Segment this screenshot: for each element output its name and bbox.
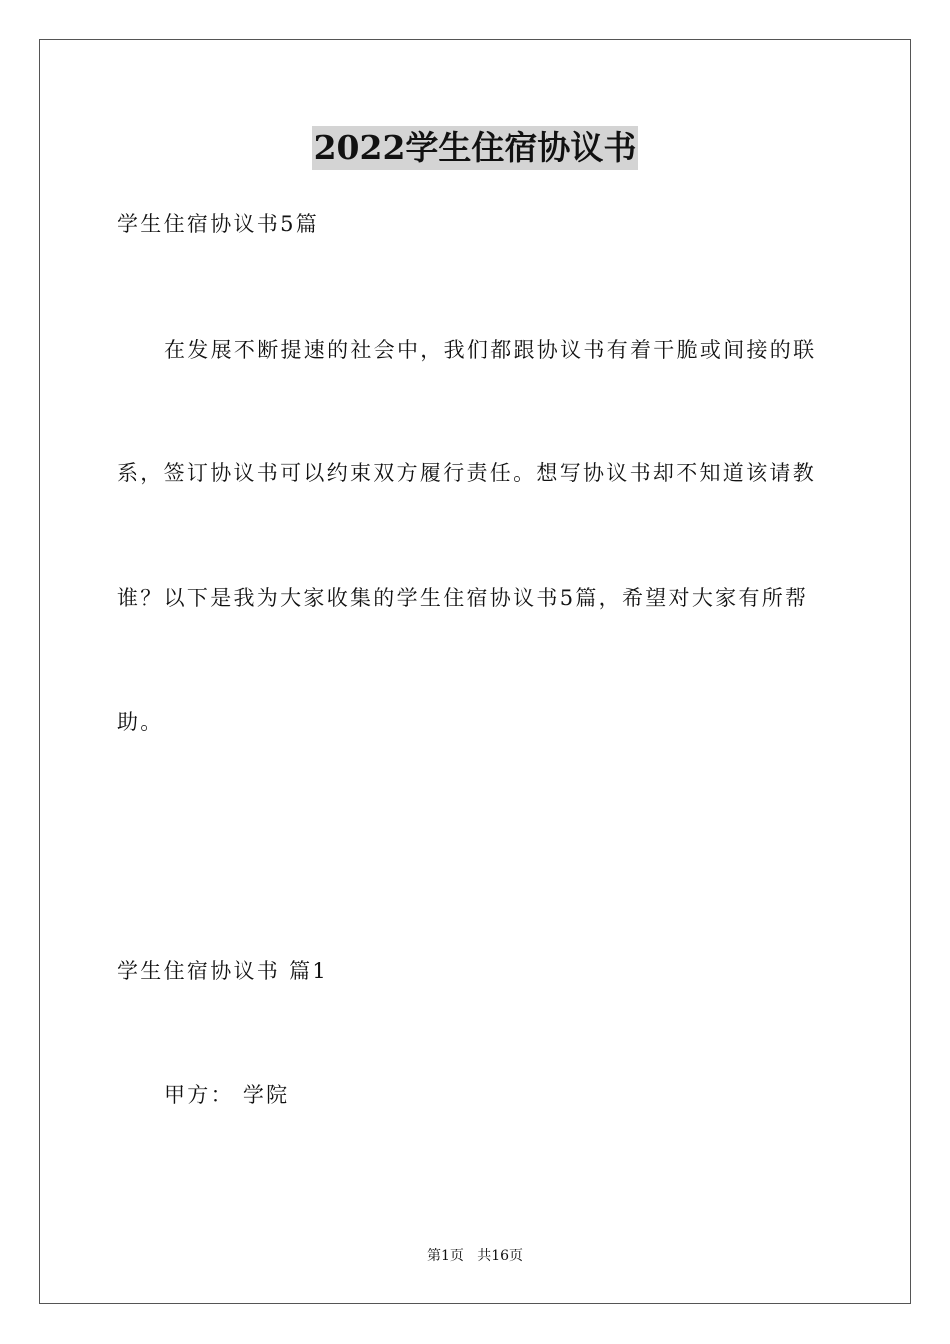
party-a-line: 甲方： 学院	[164, 1083, 290, 1107]
page-footer: 第1页 共16页	[426, 1248, 524, 1264]
section-heading: 学生住宿协议书 篇1	[117, 959, 329, 983]
document-subtitle: 学生住宿协议书5篇	[117, 212, 320, 236]
intro-line-4: 助。	[117, 710, 164, 734]
intro-line-1: 在发展不断提速的社会中，我们都跟协议书有着干脆或间接的联	[164, 338, 817, 362]
intro-line-2: 系，签订协议书可以约束双方履行责任。想写协议书却不知道该请教	[117, 461, 816, 485]
intro-line-3: 谁？以下是我为大家收集的学生住宿协议书5篇，希望对大家有所帮	[117, 586, 809, 610]
document-title: 2022学生住宿协议书	[312, 126, 639, 170]
title-container	[0, 126, 950, 170]
